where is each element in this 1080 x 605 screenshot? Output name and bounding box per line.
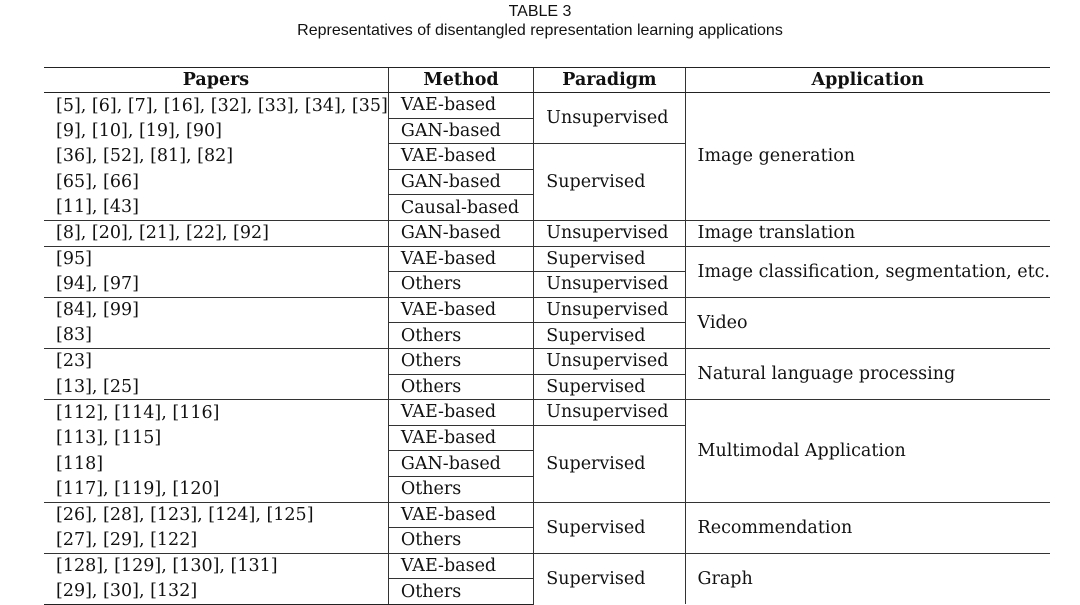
paradigm-cell: Supervised [534,374,685,400]
table-row [44,220,1050,246]
table-header-row [44,68,1050,93]
method-cell: VAE-based [388,297,533,323]
paradigm-cell: Unsupervised [534,272,685,298]
applications-table [44,67,1050,605]
paradigm-cell: Unsupervised [534,348,685,374]
method-cell: Others [388,348,533,374]
method-cell: Others [388,579,533,605]
table-row [44,553,1050,579]
application-cell: Image generation [685,93,1050,221]
method-cell: VAE-based [388,502,533,528]
papers-cell: [9], [10], [19], [90] [56,120,222,141]
method-cell: VAE-based [388,93,533,119]
method-cell: Others [388,374,533,400]
method-cell: VAE-based [388,425,533,451]
table-row [44,297,1050,323]
papers-cell: [13], [25] [56,376,139,397]
method-cell: VAE-based [388,246,533,272]
papers-cell: [94], [97] [56,274,139,295]
table-row [44,400,1050,426]
method-cell: VAE-based [388,553,533,579]
method-cell: Others [388,323,533,349]
table-row [44,246,1050,272]
paradigm-cell: Supervised [534,144,685,221]
paradigm-cell: Supervised [534,323,685,349]
application-cell: Recommendation [685,502,1050,553]
header-papers: Papers [44,68,388,93]
paradigm-cell: Unsupervised [534,400,685,426]
papers-cell: [36], [52], [81], [82] [56,146,234,167]
table-row [44,93,1050,119]
table-row [44,502,1050,528]
method-cell: Others [388,476,533,502]
papers-cell: [5], [6], [7], [16], [32], [33], [34], [35] [44,93,388,119]
table-body [44,93,1050,605]
papers-cell: [84], [99] [44,297,388,323]
papers-cell: [113], [115] [56,428,162,449]
method-cell: VAE-based [388,144,533,170]
paradigm-cell: Supervised [534,425,685,502]
paradigm-cell: Supervised [534,553,685,604]
papers-cell: [11], [43] [56,197,139,218]
papers-cell: [26], [28], [123], [124], [125] [44,502,388,528]
papers-cell: [83] [56,325,92,346]
paradigm-cell: Unsupervised [534,297,685,323]
header-application: Application [685,68,1050,93]
application-cell: Image translation [685,220,1050,246]
header-paradigm: Paradigm [534,68,685,93]
papers-cell: [8], [20], [21], [22], [92] [44,220,388,246]
application-cell: Video [685,297,1050,348]
paradigm-cell: Unsupervised [534,220,685,246]
method-cell: Causal-based [388,195,533,221]
table-title: Representatives of disentangled representation learning applications [297,22,783,39]
method-cell: Others [388,272,533,298]
papers-cell: [95] [44,246,388,272]
paradigm-cell: Supervised [534,502,685,553]
papers-cell: [27], [29], [122] [56,530,198,551]
method-cell: GAN-based [388,451,533,477]
paradigm-cell: Supervised [534,246,685,272]
header-method: Method [388,68,533,93]
table-number: TABLE 3 [508,3,572,20]
application-cell: Natural language processing [685,348,1050,399]
application-cell: Multimodal Application [685,400,1050,502]
table-row [44,348,1050,374]
method-cell: Others [388,528,533,554]
method-cell: VAE-based [388,400,533,426]
method-cell: GAN-based [388,118,533,144]
papers-cell: [29], [30], [132] [44,579,388,605]
papers-cell: [128], [129], [130], [131] [44,553,388,579]
papers-cell: [112], [114], [116] [44,400,388,426]
application-cell: Graph [685,553,1050,604]
papers-cell: [117], [119], [120] [56,478,220,499]
method-cell: GAN-based [388,220,533,246]
method-cell: GAN-based [388,169,533,195]
application-cell: Image classification, segmentation, etc. [685,246,1050,297]
paradigm-cell: Unsupervised [534,93,685,144]
papers-cell: [65], [66] [56,172,139,193]
papers-cell: [23] [44,348,388,374]
papers-cell: [118] [56,453,104,474]
